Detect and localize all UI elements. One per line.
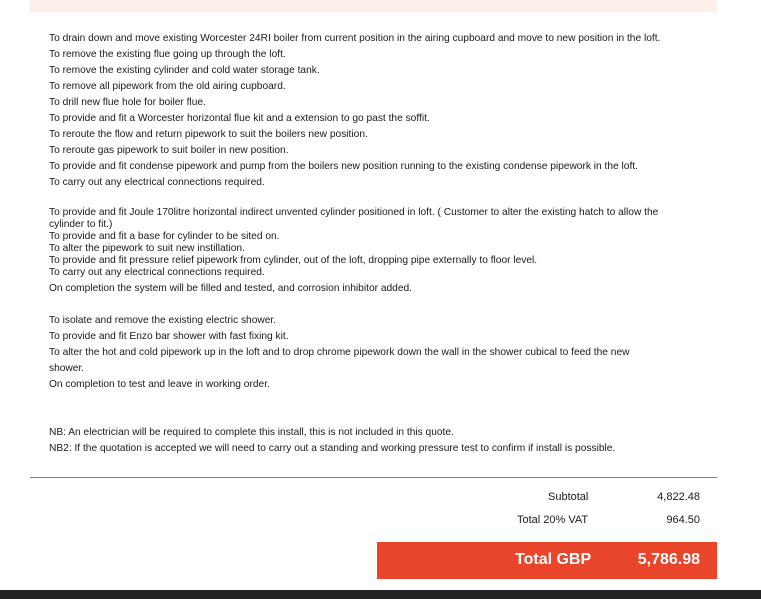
description-line: To carry out any electrical connections required.	[49, 177, 265, 188]
totals-divider	[30, 477, 717, 478]
subtotal-label: Subtotal	[548, 491, 589, 503]
description-line: To provide and fit condense pipework and pump from the boilers new position running to the existing condense pipework in the loft.	[49, 161, 638, 172]
description-line: To reroute gas pipework to suit boiler in new position.	[49, 145, 289, 156]
notes-section	[49, 425, 709, 457]
description-line: To provide and fit a base for cylinder to be sited on.	[49, 231, 280, 242]
vat-value: 964.50	[666, 514, 700, 526]
note-line: NB2: If the quotation is accepted we will need to carry out a standing and working pressure test to confirm if install is possible.	[49, 443, 616, 454]
description-line: To provide and fit Joule 170litre horizontal indirect unvented cylinder positioned in loft. ( Customer to alter the existing hatch to allow the	[49, 207, 659, 218]
description-line: To carry out any electrical connections required.	[49, 267, 265, 278]
vat-label: Total 20% VAT	[517, 514, 589, 526]
description-line: To remove the existing cylinder and cold water storage tank.	[49, 65, 320, 76]
note-line: NB: An electrician will be required to complete this install, this is not included in this quote.	[49, 427, 454, 438]
description-line: To provide and fit Enzo bar shower with fast fixing kit.	[49, 331, 289, 342]
description-line: To remove the existing flue going up through the loft.	[49, 49, 286, 60]
total-value: 5,786.98	[637, 551, 700, 568]
cylinder-section	[49, 207, 709, 297]
description-line: To remove all pipework from the old airing cupboard.	[49, 81, 286, 92]
description-line: To isolate and remove the existing electric shower.	[49, 315, 277, 326]
subtotal-value: 4,822.48	[657, 491, 700, 503]
description-line: shower.	[49, 363, 85, 374]
boiler-section	[49, 31, 709, 191]
description-line: To alter the hot and cold pipework up in the loft and to drop chrome pipework down the wall in the shower cubical to feed the new	[49, 347, 630, 358]
description-line: To drill new flue hole for boiler flue.	[49, 97, 206, 108]
footer-bar	[0, 590, 761, 599]
description-line: To reroute the flow and return pipework to suit the boilers new position.	[49, 129, 368, 140]
description-line: To provide and fit a Worcester horizontal flue kit and a extension to go past the soffit.	[49, 113, 430, 124]
top-band	[30, 0, 717, 12]
shower-section	[49, 313, 709, 393]
description-line: cylinder to fit.)	[49, 219, 113, 230]
total-label: Total GBP	[515, 551, 592, 568]
description-line: To provide and fit pressure relief pipework from cylinder, out of the loft, dropping pipe externally to floor level.	[49, 255, 538, 266]
description-line: On completion to test and leave in working order.	[49, 379, 270, 390]
description-line: To drain down and move existing Worcester 24RI boiler from current position in the airing cupboard and move to new position in the loft.	[49, 33, 661, 44]
description-line: On completion the system will be filled and tested, and corrosion inhibitor added.	[49, 283, 412, 294]
quote-description	[49, 31, 709, 457]
description-line: To alter the pipework to suit new instillation.	[49, 243, 245, 254]
